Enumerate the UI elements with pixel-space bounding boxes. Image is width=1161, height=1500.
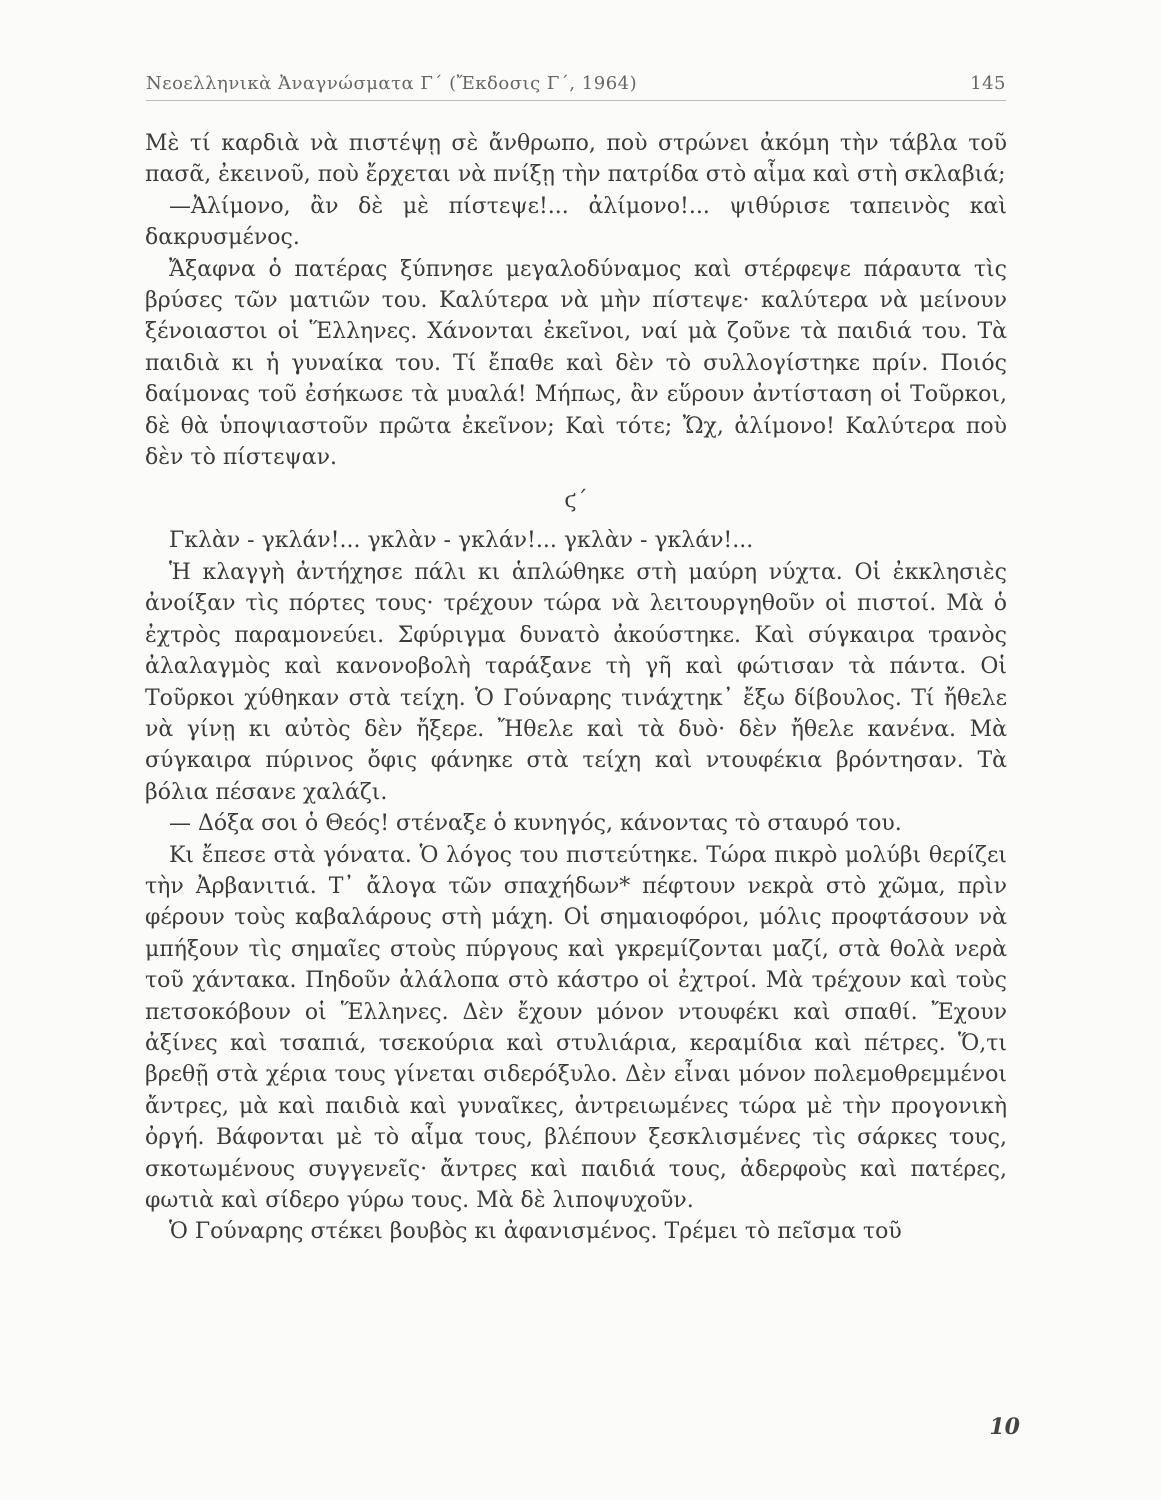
paragraph: — Δόξα σοι ὁ Θεός! στέναξε ὁ κυνηγός, κάνοντας τὸ σταυρό του. <box>169 811 902 837</box>
paragraph: Κι ἔπεσε στὰ γόνατα. Ὁ λόγος του πιστεύτηκε. Τώρα πικρὸ μολύβι θερίζει τὴν Ἀρβανιτιά. Τ᾿ ἄλογα τῶν σπαχήδων* πέφτουν νεκρὰ στὸ χῶμα, πρὶν φέρουν τοὺς καβαλάρους στὴ μάχη. Οἱ σημαιοφόροι, μόλις προφτάσουν νὰ μπήξουν τὶς σημαῖες στοὺς πύργους καὶ γκρεμίζονται μαζί, στὰ θολὰ νερὰ τοῦ χάντακα. Πηδοῦν ἀλάλοπα στὸ κάστρο οἱ ἐχτροί. Μὰ τρέχουν καὶ τοὺς πετσοκόβουν οἱ Ἕλληνες. Δὲν ἔχουν μόνον ντουφέκι καὶ σπαθί. Ἔχουν ἀξίνες καὶ τσαπιά, τσεκούρια καὶ στυλιάρια, κεραμίδια καὶ πέτρες. Ὅ,τι βρεθῇ στὰ χέρια τους γίνεται σιδερόξυλο. Δὲν εἶναι μόνον πολεμοθρεμμένοι ἄντρες, μὰ καὶ παιδιὰ καὶ γυναῖκες, ἀντρειωμένες τώρα μὲ τὴν προγονικὴ ὀργή. Βάφονται μὲ τὸ αἷμα τους, βλέπουν ξεσκλισμένες τὶς σάρκες τους, σκοτωμένους συγγενεῖς· ἄντρες καὶ παιδιά τους, ἀδερφοὺς καὶ πατέρες, φωτιὰ καὶ σίδερο γύρω τους. Μὰ δὲ λιποψυχοῦν. <box>145 842 1007 1213</box>
paragraph: Ἡ κλαγγὴ ἀντήχησε πάλι κι ἁπλώθηκε στὴ μαύρη νύχτα. Οἱ ἐκκλησιὲς ἀνοίξαν τὶς πόρτες τους· τρέχουν τώρα νὰ λειτουργηθοῦν οἱ πιστοί. Μὰ ὁ ἐχτρὸς παραμονεύει. Σφύριγμα δυνατὸ ἀκούστηκε. Καὶ σύγκαιρα τρανὸς ἀλαλαγμὸς καὶ κανονοβολὴ ταράξανε τὴ γῆ καὶ φώτισαν τὰ πάντα. Οἱ Τοῦρκοι χύθηκαν στὰ τείχη. Ὁ Γούναρης τινάχτηκ᾿ ἔξω δίβουλος. Τί ἤθελε νὰ γίνῃ κι αὐτὸς δὲν ἤξερε. Ἤθελε καὶ τὰ δυὸ· δὲν ἤθελε κανένα. Μὰ σύγκαιρα πύρινος ὄφις φάνηκε στὰ τείχη καὶ ντουφέκια βρόντησαν. Τὰ βόλια πέσανε χαλάζι. <box>145 559 1007 805</box>
header-title: Νεοελληνικὰ Ἀναγνώσματα Γ΄ (Ἔκδοσις Γ΄, 1964) <box>146 72 638 94</box>
paragraph: Γκλὰν - γκλάν!... γκλὰν - γκλάν!... γκλὰν - γκλάν!... <box>169 528 754 554</box>
paragraph: Μὲ τί καρδιὰ νὰ πιστέψῃ σὲ ἄνθρωπο, ποὺ στρώνει ἀκόμη τὴν τάβλα τοῦ πασᾶ, ἐκεινοῦ, ποὺ ἔρχεται νὰ πνίξῃ τὴν πατρίδα στὸ αἷμα καὶ στὴ σκλαβιά; <box>145 131 1007 188</box>
main-text <box>145 128 1007 1248</box>
paragraph: Ὁ Γούναρης στέκει βουβὸς κι ἀφανισμένος. Τρέμει τὸ πεῖσμα τοῦ <box>169 1219 902 1245</box>
running-header <box>146 66 1006 100</box>
paragraph: Ἄξαφνα ὁ πατέρας ξύπνησε μεγαλοδύναμος καὶ στέρφεψε πάραυτα τὶς βρύσες τῶν ματιῶν του. Καλύτερα νὰ μὴν πίστεψε· καλύτερα νὰ μείνουν ξένοιαστοι οἱ Ἕλληνες. Χάνονται ἐκεῖνοι, ναί μὰ ζοῦνε τὰ παιδιά του. Τὰ παιδιὰ κι ἡ γυναίκα του. Τί ἔπαθε καὶ δὲν τὸ συλλογίστηκε πρίν. Ποιός δαίμονας τοῦ ἐσήκωσε τὰ μυαλά! Μήπως, ἂν εὕρουν ἀντίσταση οἱ Τοῦρκοι, δὲ θὰ ὑποψιαστοῦν πρῶτα ἐκεῖνον; Καὶ τότε; Ὤχ, ἀλίμονο! Καλύτερα ποὺ δὲν τὸ πίστεψαν. <box>145 256 1007 471</box>
header-page-number: 145 <box>970 72 1006 94</box>
paragraph: —Ἀλίμονο, ἂν δὲ μὲ πίστεψε!... ἀλίμονο!... ψιθύρισε ταπεινὸς καὶ δακρυσμένος. <box>145 193 1007 251</box>
header-rule <box>146 100 1006 101</box>
signature-mark: 10 <box>989 1414 1020 1440</box>
section-marker: ϛ΄ <box>564 488 588 514</box>
